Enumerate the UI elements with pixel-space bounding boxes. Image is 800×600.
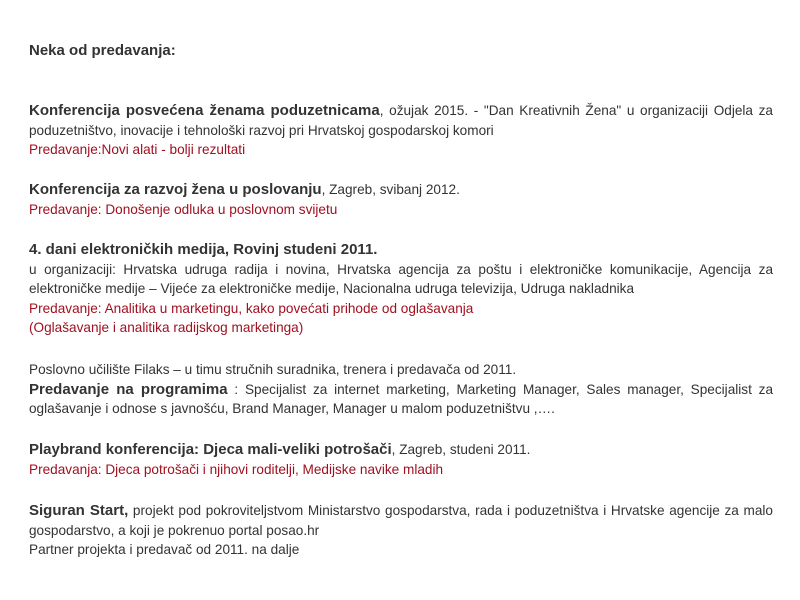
item-text: , ožujak 2015. - "Dan Kreativnih Žena" u organizaciji Odjela za poduzetništvo, inovacije i tehnološki razvoj pri Hrvatskoj gospodarskoj komori bbox=[29, 103, 773, 138]
item-lecture: Predavanje: Donošenje odluka u poslovnom svijetu bbox=[29, 201, 338, 217]
item-title: Predavanje na programima bbox=[29, 380, 228, 398]
page-heading: Neka od predavanja: bbox=[29, 42, 176, 59]
item-lecture: Predavanje: Analitika u marketingu, kako povećati prihode od oglašavanja bbox=[29, 300, 474, 316]
item-title: Konferencija posvećena ženama poduzetnicama bbox=[29, 102, 380, 119]
lecture-item-4 bbox=[29, 360, 773, 419]
item-intro: Poslovno učilište Filaks – u timu stručnih suradnika, trenera i predavača od 2011. bbox=[29, 362, 517, 377]
lecture-item-6 bbox=[29, 501, 773, 560]
item-title: 4. dani elektroničkih medija, Rovinj studeni 2011. bbox=[29, 241, 378, 258]
item-title: Konferencija za razvoj žena u poslovanju bbox=[29, 181, 322, 198]
item-text: , Zagreb, studeni 2011. bbox=[391, 442, 531, 457]
item-lecture: Predavanje:Novi alati - bolji rezultati bbox=[29, 142, 246, 157]
item-lecture: Predavanja: Djeca potrošači i njihovi roditelji, Medijske navike mladih bbox=[29, 461, 444, 477]
item-lecture-subtitle: (Oglašavanje i analitika radijskog marketinga) bbox=[29, 320, 304, 335]
item-text: u organizaciji: Hrvatska udruga radija i novina, Hrvatska agencija za poštu i elektroničke komunikacije, Agencija za elektroničke medije – Vijeće za elektroničke medije, Nacionalna udruga televizija, Udruga nakladnika bbox=[29, 261, 773, 296]
item-text: , Zagreb, svibanj 2012. bbox=[321, 182, 460, 197]
lecture-item-5 bbox=[29, 440, 773, 479]
item-text: : Specijalist za internet marketing, Marketing Manager, Sales manager, Specijalist za oglašavanje i odnose s javnošću, Brand Manager, Manager u malom poduzetništvu ,…. bbox=[29, 381, 774, 416]
item-title: Playbrand konferencija: Djeca mali-veliki potrošači bbox=[29, 441, 392, 458]
item-text: projekt pod pokroviteljstvom Ministarstvo gospodarstva, rada i poduzetništva i Hrvatske agencije za malo gospodarstvo, a koji je pokrenuo portal posao.hr bbox=[29, 503, 773, 538]
lecture-item-3 bbox=[29, 240, 773, 338]
lecture-item-2 bbox=[29, 180, 773, 219]
lecture-item-1 bbox=[29, 101, 773, 160]
item-title: Siguran Start, bbox=[29, 502, 129, 519]
item-extra: Partner projekta i predavač od 2011. na dalje bbox=[29, 542, 300, 557]
